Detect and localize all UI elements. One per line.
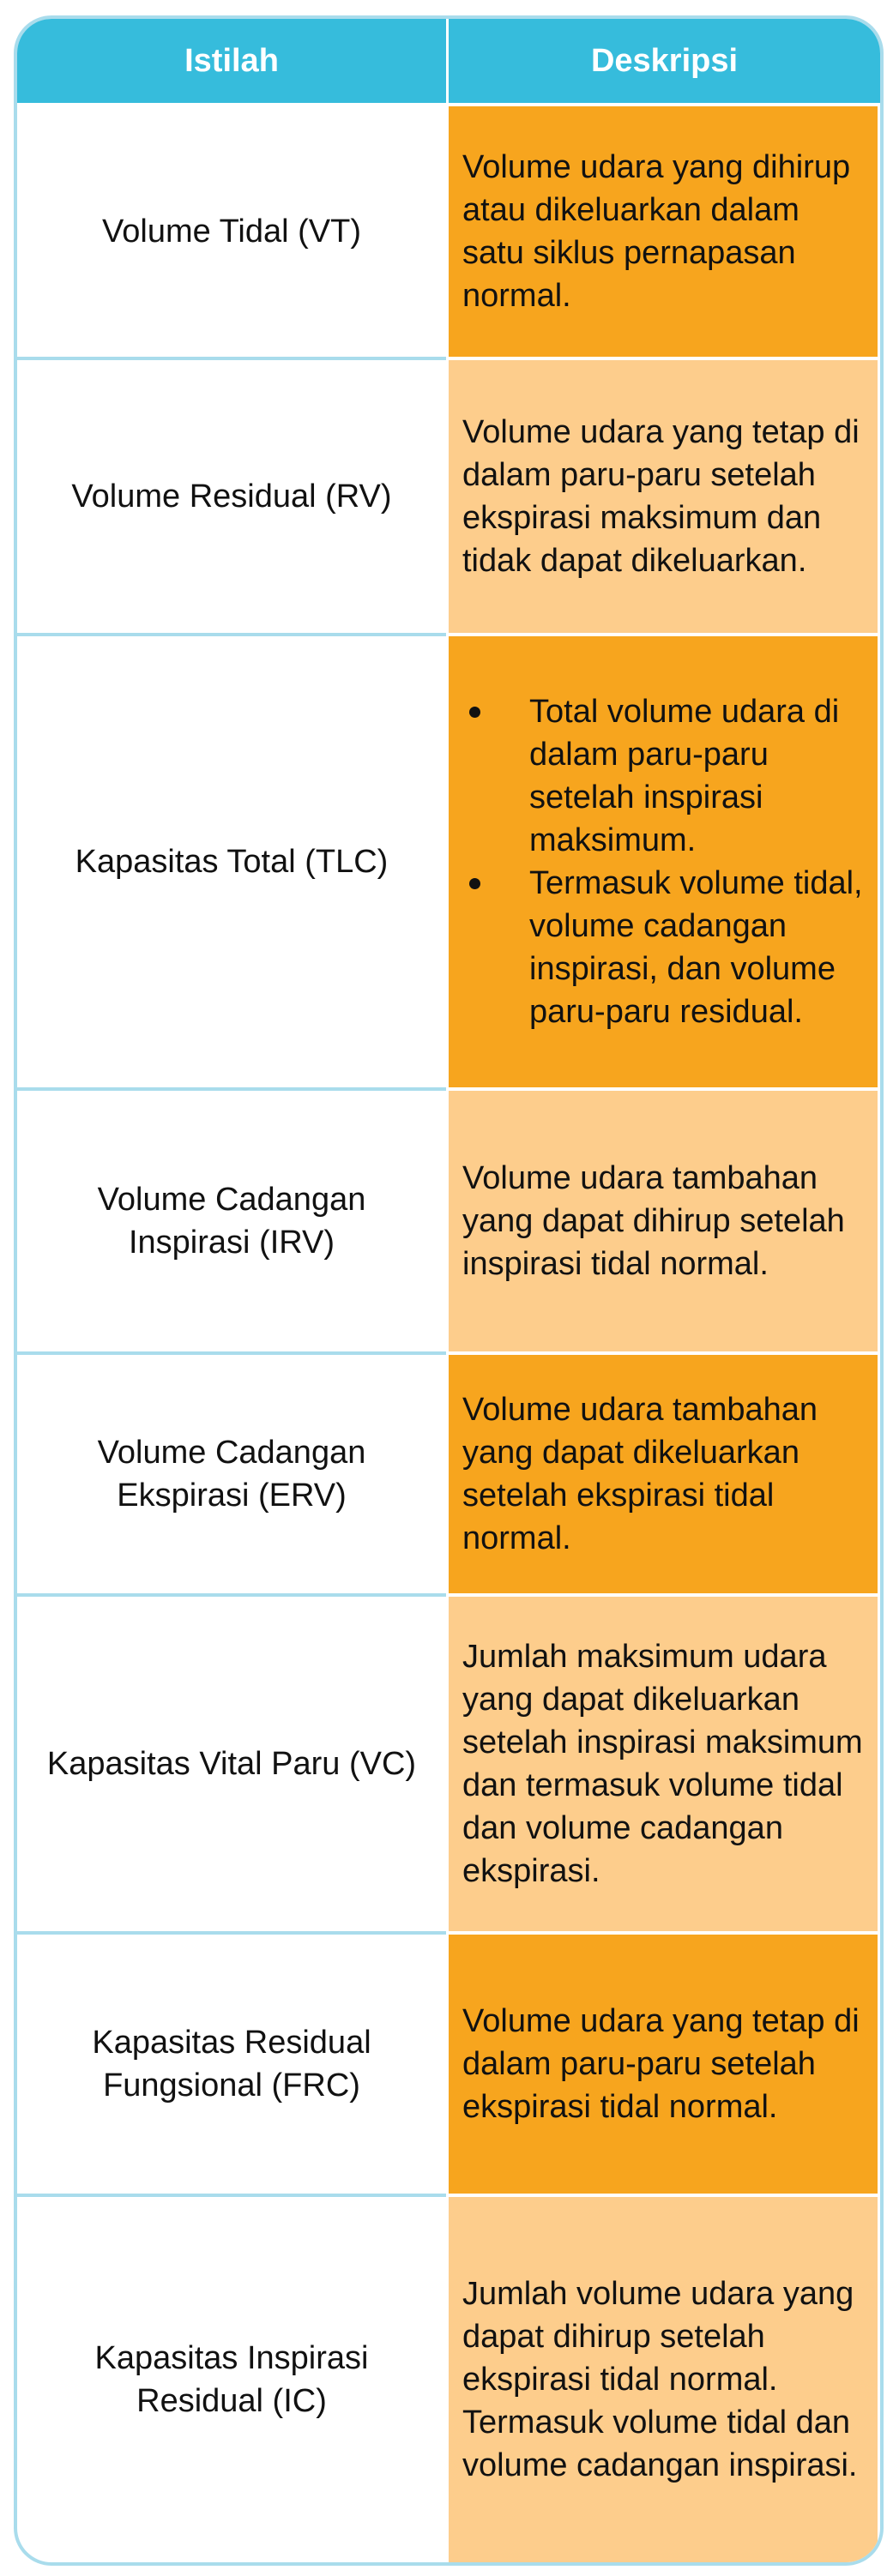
- description-cell: [449, 1355, 878, 1593]
- term-cell: Kapasitas Vital Paru (VC): [46, 1746, 417, 1782]
- description-text: Jumlah maksimum udara yang dapat dikeluarkan setelah inspirasi maksimum dan termasuk volume tidal dan volume cadangan ekspirasi.: [462, 1639, 863, 1889]
- description-cell: [449, 106, 878, 357]
- description-text: Volume udara yang tetap di dalam paru-paru setelah ekspirasi maksimum dan tidak dapat dikeluarkan.: [462, 414, 860, 579]
- term-cell: Volume Cadangan Ekspirasi (ERV): [97, 1435, 366, 1514]
- table-row: [17, 1597, 880, 1931]
- description-text: Volume udara yang dihirup atau dikeluarkan dalam satu siklus pernapasan normal.: [462, 149, 851, 314]
- term-cell: Volume Residual (RV): [71, 478, 392, 515]
- bullet-icon: [469, 878, 480, 889]
- table-row: [17, 2197, 880, 2562]
- term-cell: Kapasitas Inspirasi Residual (IC): [94, 2340, 369, 2419]
- description-text: Volume udara tambahan yang dapat dikeluarkan setelah ekspirasi tidal normal.: [462, 1392, 818, 1556]
- header-term: Istilah: [184, 42, 279, 79]
- bullet-item: [462, 690, 866, 862]
- description-cell: [449, 636, 878, 1087]
- description-text: Volume udara yang tetap di dalam paru-paru setelah ekspirasi tidal normal.: [462, 2003, 860, 2125]
- description-cell: [449, 360, 878, 633]
- description-cell: [449, 1935, 878, 2194]
- description-bullet-list: [462, 690, 866, 1033]
- bullet-text: Termasuk volume tidal, volume cadangan inspirasi, dan volume paru-paru residual.: [529, 865, 863, 1030]
- term-cell: Kapasitas Residual Fungsional (FRC): [92, 2025, 371, 2104]
- table-row: [17, 1355, 880, 1593]
- table-row: [17, 360, 880, 633]
- description-cell: [449, 1597, 878, 1931]
- table-row: [17, 1091, 880, 1351]
- bullet-item: [462, 862, 866, 1033]
- table-row: [17, 636, 880, 1087]
- table-header: [17, 19, 880, 103]
- description-cell: [449, 2197, 878, 2562]
- bullet-text: Total volume udara di dalam paru-paru setelah inspirasi maksimum.: [529, 694, 840, 858]
- term-cell: Volume Tidal (VT): [102, 214, 361, 250]
- bullet-icon: [469, 707, 480, 718]
- header-description: Deskripsi: [590, 42, 739, 79]
- description-text: Volume udara tambahan yang dapat dihirup setelah inspirasi tidal normal.: [462, 1160, 845, 1282]
- lung-volume-table: [14, 15, 884, 2566]
- description-cell: [449, 1091, 878, 1351]
- table-row: [17, 106, 880, 357]
- description-text: Jumlah volume udara yang dapat dihirup setelah ekspirasi tidal normal. Termasuk volume tidal dan volume cadangan inspirasi.: [462, 2276, 858, 2483]
- term-cell: Kapasitas Total (TLC): [75, 844, 389, 880]
- term-cell: Volume Cadangan Inspirasi (IRV): [97, 1182, 366, 1261]
- table-row: [17, 1935, 880, 2194]
